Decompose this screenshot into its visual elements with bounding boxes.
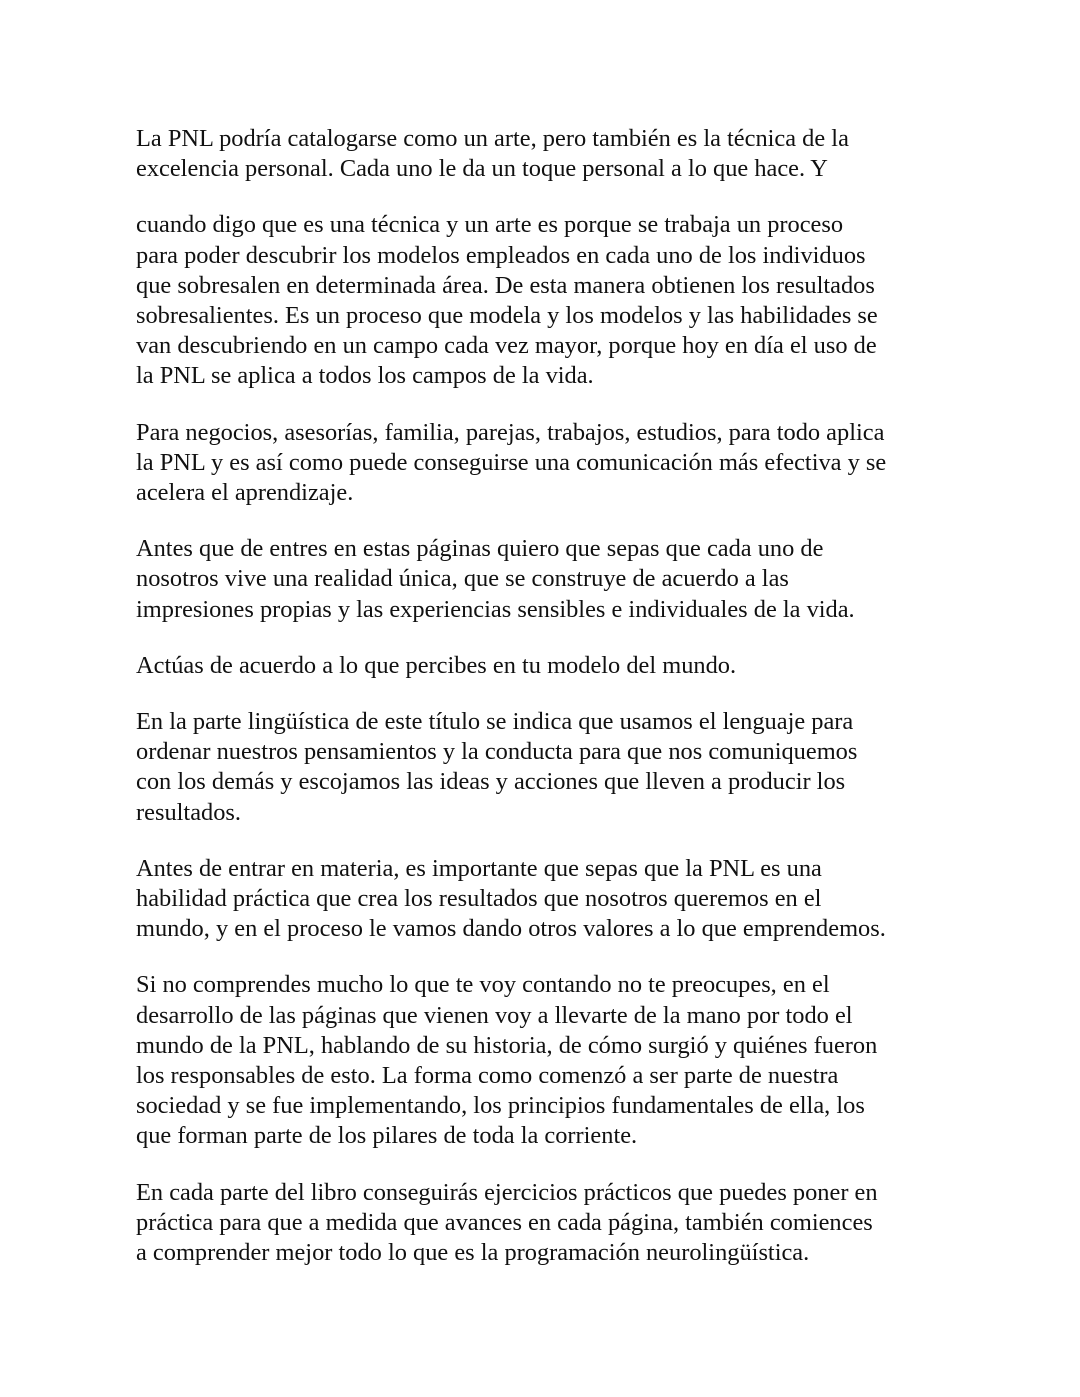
text-line: habilidad práctica que crea los resultados que nosotros queremos en el	[136, 885, 822, 913]
text-line: nosotros vive una realidad única, que se construye de acuerdo a las	[136, 565, 789, 593]
text-line: la PNL se aplica a todos los campos de la vida.	[136, 362, 594, 390]
text-line: Si no comprendes mucho lo que te voy contando no te preocupes, en el	[136, 971, 830, 999]
paragraph	[136, 1178, 956, 1269]
paragraph	[136, 707, 956, 828]
text-line: acelera el aprendizaje.	[136, 479, 354, 507]
text-line: resultados.	[136, 798, 241, 826]
text-line: Antes de entrar en materia, es importante que sepas que la PNL es una	[136, 854, 822, 882]
text-line: que forman parte de los pilares de toda la corriente.	[136, 1122, 638, 1150]
text-line: impresiones propias y las experiencias sensibles e individuales de la vida.	[136, 595, 855, 623]
text-line: Antes que de entres en estas páginas quiero que sepas que cada uno de	[136, 535, 824, 563]
text-line: ordenar nuestros pensamientos y la conducta para que nos comuniquemos	[136, 738, 858, 766]
text-line: desarrollo de las páginas que vienen voy a llevarte de la mano por todo el	[136, 1001, 853, 1029]
text-line: práctica para que a medida que avances en cada página, también comiences	[136, 1208, 873, 1236]
text-line: a comprender mejor todo lo que es la programación neurolingüística.	[136, 1239, 810, 1267]
text-line: En la parte lingüística de este título se indica que usamos el lenguaje para	[136, 708, 854, 736]
text-line: mundo de la PNL, hablando de su historia, de cómo surgió y quiénes fueron	[136, 1031, 878, 1059]
text-line: Actúas de acuerdo a lo que percibes en tu modelo del mundo.	[136, 651, 737, 679]
text-line: sobresalientes. Es un proceso que modela y los modelos y las habilidades se	[136, 302, 878, 330]
text-line: que sobresalen en determinada área. De esta manera obtienen los resultados	[136, 271, 875, 299]
text-line: la PNL y es así como puede conseguirse una comunicación más efectiva y se	[136, 448, 887, 476]
text-line: La PNL podría catalogarse como un arte, pero también es la técnica de la	[136, 125, 849, 152]
document-body	[136, 124, 956, 1294]
paragraph	[136, 534, 956, 625]
text-line: sociedad y se fue implementando, los principios fundamentales de ella, los	[136, 1092, 865, 1120]
paragraph	[136, 854, 956, 945]
text-line: Para negocios, asesorías, familia, parejas, trabajos, estudios, para todo aplica	[136, 418, 885, 446]
paragraph	[136, 651, 956, 681]
text-line: cuando digo que es una técnica y un arte es porque se trabaja un proceso	[136, 211, 844, 239]
text-line: mundo, y en el proceso le vamos dando otros valores a lo que emprendemos.	[136, 915, 886, 943]
text-line: para poder descubrir los modelos empleados en cada uno de los individuos	[136, 241, 866, 269]
paragraph	[136, 210, 956, 391]
text-line: excelencia personal. Cada uno le da un toque personal a lo que hace. Y	[136, 155, 828, 183]
paragraph	[136, 124, 956, 184]
text-line: En cada parte del libro conseguirás ejercicios prácticos que puedes poner en	[136, 1178, 878, 1206]
paragraph	[136, 970, 956, 1151]
text-line: los responsables de esto. La forma como comenzó a ser parte de nuestra	[136, 1062, 839, 1090]
paragraph	[136, 418, 956, 509]
text-line: van descubriendo en un campo cada vez mayor, porque hoy en día el uso de	[136, 332, 877, 360]
text-line: con los demás y escojamos las ideas y acciones que lleven a producir los	[136, 768, 846, 796]
